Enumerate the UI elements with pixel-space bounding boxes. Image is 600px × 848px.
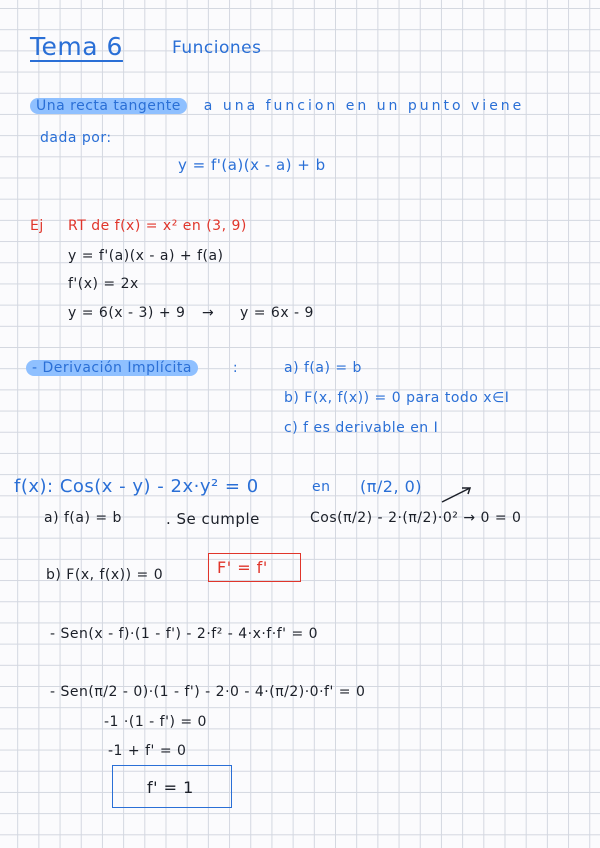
definition-line-1	[30, 98, 524, 114]
highlighted-term: Una recta tangente	[30, 98, 187, 114]
page-title: Tema 6	[30, 32, 123, 61]
definition-text: a una funcion en un punto viene	[203, 98, 525, 114]
example-step-1: y = f'(a)(x - a) + f(a)	[68, 248, 224, 264]
implicit-function: f(x): Cos(x - y) - 2x·y² = 0	[14, 476, 259, 497]
part-b-condition: b) F(x, f(x)) = 0	[46, 567, 164, 583]
derivation-step-1: - Sen(x - f)·(1 - f') - 2·f² - 4·x·f·f' = 0	[50, 626, 319, 642]
derivation-step-3: -1 ·(1 - f') = 0	[104, 714, 207, 730]
colon: :	[232, 360, 239, 376]
result-box	[112, 765, 232, 808]
example-statement: RT de f(x) = x² en (3, 9)	[68, 218, 247, 234]
derivation-step-2: - Sen(π/2 - 0)·(1 - f') - 2·0 - 4·(π/2)·0·f' = 0	[50, 684, 366, 700]
page-subtitle: Funciones	[172, 38, 262, 58]
part-a-text: . Se cumple	[166, 510, 260, 528]
example-step-2: f'(x) = 2x	[68, 276, 139, 292]
tangent-formula: y = f'(a)(x - a) + b	[178, 156, 326, 174]
condition-c: c) f es derivable en I	[284, 420, 439, 436]
part-a-check: Cos(π/2) - 2·(π/2)·0² → 0 = 0	[310, 510, 522, 526]
example-result: y = 6x - 9	[240, 305, 314, 321]
part-a-condition: a) f(a) = b	[44, 510, 122, 526]
highlighted-term: - Derivación Implícita	[26, 360, 198, 376]
condition-b: b) F(x, f(x)) = 0 para todo x∈I	[284, 390, 510, 406]
final-result: f' = 1	[147, 778, 194, 797]
condition-a: a) f(a) = b	[284, 360, 362, 376]
derivation-step-4: -1 + f' = 0	[108, 743, 187, 759]
example-step-3: y = 6(x - 3) + 9	[68, 305, 186, 321]
arrow-icon: →	[202, 305, 215, 321]
annotation-arrow-icon	[438, 482, 478, 506]
example-label: Ej	[30, 218, 44, 234]
definition-line-2: dada por:	[40, 130, 112, 146]
implicit-heading	[26, 360, 238, 376]
derivative-identity: F' = f'	[217, 558, 268, 577]
point-word: en	[312, 479, 331, 495]
evaluation-point: (π/2, 0)	[360, 477, 423, 496]
highlight-box-red	[208, 553, 301, 582]
